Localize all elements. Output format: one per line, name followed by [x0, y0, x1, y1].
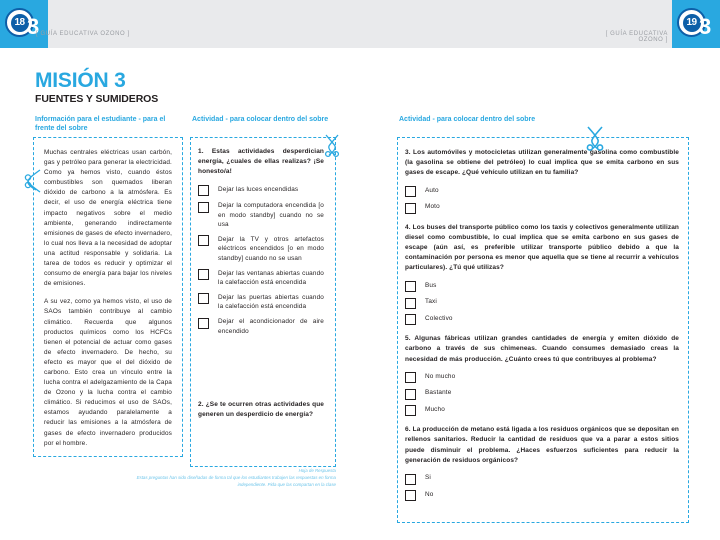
option-row[interactable] — [405, 372, 679, 384]
student-info-paragraph: Muchas centrales eléctricas usan carbón, gas y petróleo para generar la electricidad. Como ya hemos visto, cuando éstos combustibles son quemados liberan dióxido de carbono a la atmósfera. Es decir, el uso de energía eléctrica tiene impacto negativos sobre el medio ambiente, generando indirectamente emisiones de gases de efecto invernadero, lo cual nos lleva a la necesidad de adoptar una actitud responsable y solidaria. La tarea de todos es reducir y optimizar el consumo de energía para bajar los niveles de emisiones. — [44, 149, 173, 288]
checkbox[interactable] — [405, 372, 416, 383]
activity-question-1-block — [198, 147, 324, 341]
question-4-text: 4. Los buses del transporte público como los taxis y colectivos generalmente utilizan diesel como combustible, lo cual implica que se emita carbono en sus gases de escape (aún así, es preferible utilizar transporte público debido a que la contaminación por persona es menor que aquella que se tiene al recurrir a vehículos particulares). ¿Tú qué utilizas? — [405, 223, 679, 272]
question-6-text: 6. La producción de metano está ligada a los residuos orgánicos que se depositan en rellenos sanitarios. Reducir la cantidad de residuos que va a parar a estos sitios puede disminuir el problema. ¿Haces esfuerzos suficientes para reducir la generación de residuos orgánicos? — [405, 426, 679, 464]
option-label: Moto — [425, 203, 440, 211]
question-2-text: 2. ¿Se te ocurren otras actividades que generen un desperdicio de energía? — [198, 401, 324, 419]
student-info-paragraph: A su vez, como ya hemos visto, el uso de SAOs también contribuye al cambio climático. Recuerda que algunos productos químicos como los HCFCs tienen el potencial de actuar como gases de efecto invernadero. De hecho, su efecto es mayor que el del dióxido de carbono. Esto crea un vínculo entre la lucha contra el adelgazamiento de la Capa de Ozono y la lucha contra el cambio climático. Si reducimos el uso de SAOs, estamos ayudando paralelamente a reducir las emisiones a la atmósfera de gases de efecto invernadero producidos por el hombre. — [44, 298, 172, 447]
option-row[interactable] — [405, 281, 679, 293]
option-row[interactable] — [405, 490, 679, 502]
checkbox[interactable] — [198, 318, 209, 329]
checkbox[interactable] — [405, 314, 416, 325]
option-label: Dejar las luces encendidas — [218, 185, 299, 193]
option-row[interactable] — [198, 201, 324, 230]
footnote-text: Estas preguntas han sido diseñadas de forma tal que los estudiantes trabajen las respuestas en forma independiente. Pida que las compartan en la clase — [136, 475, 336, 487]
option-label: Bus — [425, 281, 437, 289]
option-row[interactable] — [198, 317, 324, 336]
checkbox[interactable] — [198, 202, 209, 213]
question-3-block — [405, 148, 679, 214]
option-row[interactable] — [405, 186, 679, 198]
option-label: Bastante — [425, 389, 452, 397]
question-1-options — [198, 185, 324, 337]
checkbox[interactable] — [405, 281, 416, 292]
scissors-icon — [322, 132, 342, 163]
checkbox[interactable] — [198, 185, 209, 196]
logo-right — [672, 0, 720, 48]
student-info-text — [44, 148, 172, 449]
question-4-options — [405, 281, 679, 326]
option-row[interactable] — [198, 235, 324, 264]
option-label: Colectivo — [425, 314, 453, 322]
checkbox[interactable] — [405, 405, 416, 416]
column-heading-activity-1: Actividad - para colocar dentro del sobre — [192, 116, 329, 123]
column-heading-activity-2: Actividad - para colocar dentro del sobre — [399, 116, 536, 123]
question-6-block — [405, 425, 679, 501]
question-5-text: 5. Algunas fábricas utilizan grandes cantidades de energía y emiten dióxido de carbono a través de sus chimeneas. Cuando consumes demasiado creas la necesidad de más producción. ¿Cuánto crees tú que contribuyes al problema? — [405, 335, 679, 363]
option-label: Dejar las ventanas abiertas cuando la calefacción está encendida — [218, 269, 324, 287]
question-1-text: 1. Estas actividades desperdician energía, ¿cuales de ellas realizas? ¡Se honesto/a! — [198, 148, 324, 176]
column-heading-student-info: Información para el estudiante - para el frente del sobre — [35, 116, 166, 132]
logo-right-badge: 19 — [683, 14, 701, 32]
logo-left-number: 3 — [27, 14, 40, 39]
question-5-options — [405, 372, 679, 417]
checkbox[interactable] — [405, 389, 416, 400]
question-3-text: 3. Los automóviles y motocicletas utilizan generalmente gasolina como combustible (la gasolina se obtiene del petróleo) lo cual implica que se emita carbono en sus gases de escape. ¿Qué vehículo utilizan en tu familia? — [405, 149, 679, 177]
option-label: Auto — [425, 186, 439, 194]
header-label-left: [ GUÍA EDUCATIVA OZONO ] — [36, 31, 130, 37]
footnote-title: Hoja de Respuesta — [298, 468, 336, 473]
option-label: Si — [425, 474, 431, 482]
checkbox[interactable] — [405, 474, 416, 485]
logo-left — [0, 0, 48, 48]
option-row[interactable] — [405, 314, 679, 326]
option-row[interactable] — [405, 473, 679, 485]
option-label: Dejar el acondicionador de aire encendido — [218, 318, 324, 335]
question-4-block — [405, 223, 679, 326]
checkbox[interactable] — [405, 490, 416, 501]
answer-sheet-footnote — [126, 468, 336, 488]
activity-question-2-block — [198, 400, 324, 420]
option-row[interactable] — [198, 293, 324, 312]
option-row[interactable] — [198, 269, 324, 288]
option-label: Mucho — [425, 405, 445, 413]
scissors-icon — [24, 168, 42, 199]
page-title-block — [35, 70, 158, 106]
header-label-right: [ GUÍA EDUCATIVA OZONO ] — [605, 31, 668, 43]
checkbox[interactable] — [198, 293, 209, 304]
option-label: No — [425, 490, 434, 498]
logo-left-badge: 18 — [11, 14, 29, 32]
checkbox[interactable] — [405, 203, 416, 214]
page-title: MISIÓN 3 — [35, 69, 126, 92]
question-3-options — [405, 186, 679, 214]
option-row[interactable] — [405, 405, 679, 417]
option-row[interactable] — [405, 202, 679, 214]
option-label: Dejar las puertas abiertas cuando la calefacción está encendida — [218, 293, 324, 311]
question-6-options — [405, 473, 679, 501]
option-label: No mucho — [425, 372, 456, 380]
option-label: Dejar la computadora encendida [o en modo standby] cuando no se usa — [218, 202, 324, 229]
option-row[interactable] — [405, 388, 679, 400]
scissors-icon — [583, 124, 609, 157]
activity-2-questions — [405, 148, 679, 506]
option-label: Taxi — [425, 298, 437, 306]
option-row[interactable] — [405, 297, 679, 309]
option-label: Dejar la TV y otros artefactos eléctricos encendidos [o en modo standby] cuando no se usan — [218, 235, 324, 263]
checkbox[interactable] — [405, 186, 416, 197]
checkbox[interactable] — [405, 298, 416, 309]
question-5-block — [405, 334, 679, 416]
page-subtitle: FUENTES Y SUMIDEROS — [35, 93, 159, 105]
option-row[interactable] — [198, 185, 324, 197]
checkbox[interactable] — [198, 235, 209, 246]
logo-right-number: 3 — [699, 14, 712, 39]
checkbox[interactable] — [198, 269, 209, 280]
